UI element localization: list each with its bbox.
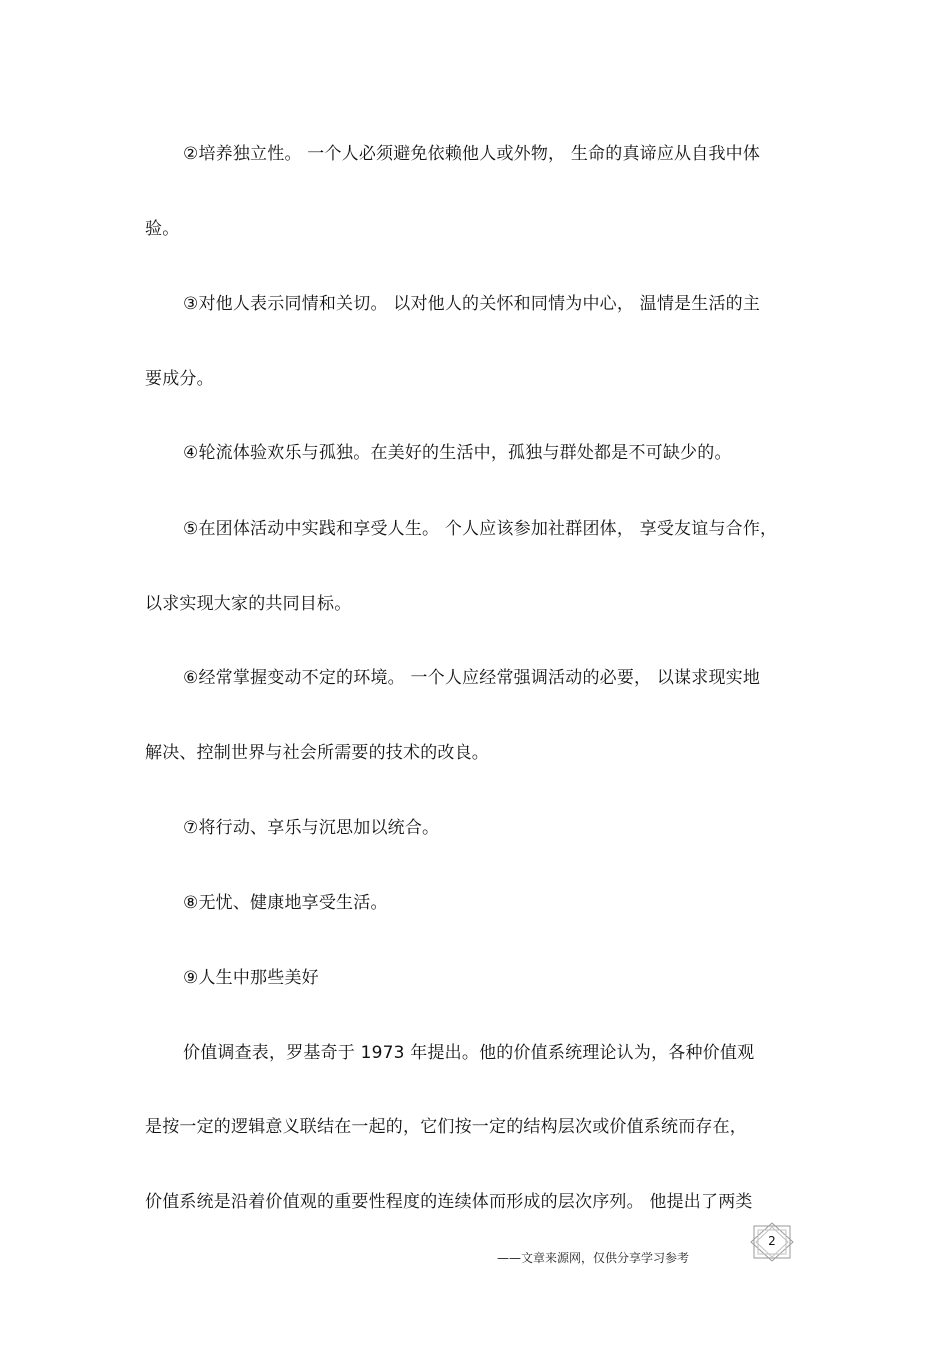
paragraph-10-line-2: 是按一定的逻辑意义联结在一起的，它们按一定的结构层次或价值系统而存在， <box>145 1117 747 1137</box>
paragraph-3-line-1: ③对他人表示同情和关切。 以对他人的关怀和同情为中心， 温情是生活的主 <box>183 294 761 314</box>
paragraph-6-line-2: 解决、控制世界与社会所需要的技术的改良。 <box>145 743 489 763</box>
paragraph-9-line-1: ⑨人生中那些美好 <box>183 968 319 988</box>
page-number: 2 <box>768 1234 776 1248</box>
paragraph-5-line-2: 以求实现大家的共同目标。 <box>145 594 352 614</box>
footer-source-note: ——文章来源网，仅供分享学习参考 <box>497 1251 690 1265</box>
paragraph-6-line-1: ⑥经常掌握变动不定的环境。 一个人应经常强调活动的必要， 以谋求现实地 <box>183 668 761 688</box>
page-number-badge <box>748 1222 796 1262</box>
paragraph-4-line-1: ④轮流体验欢乐与孤独。在美好的生活中，孤独与群处都是不可缺少的。 <box>183 443 732 463</box>
paragraph-7-line-1: ⑦将行动、享乐与沉思加以统合。 <box>183 818 440 838</box>
paragraph-8-line-1: ⑧无忧、健康地享受生活。 <box>183 893 388 913</box>
paragraph-10-line-1: 价值调查表，罗基奇于 1973 年提出。他的价值系统理论认为，各种价值观 <box>183 1043 755 1063</box>
paragraph-2-line-2: 验。 <box>145 219 180 239</box>
paragraph-10-line-3: 价值系统是沿着价值观的重要性程度的连续体而形成的层次序列。 他提出了两类 <box>145 1192 753 1212</box>
paragraph-5-line-1: ⑤在团体活动中实践和享受人生。 个人应该参加社群团体， 享受友谊与合作， <box>183 519 778 539</box>
paragraph-3-line-2: 要成分。 <box>145 369 214 389</box>
paragraph-2-line-1: ②培养独立性。 一个人必须避免依赖他人或外物， 生命的真谛应从自我中体 <box>183 144 761 164</box>
